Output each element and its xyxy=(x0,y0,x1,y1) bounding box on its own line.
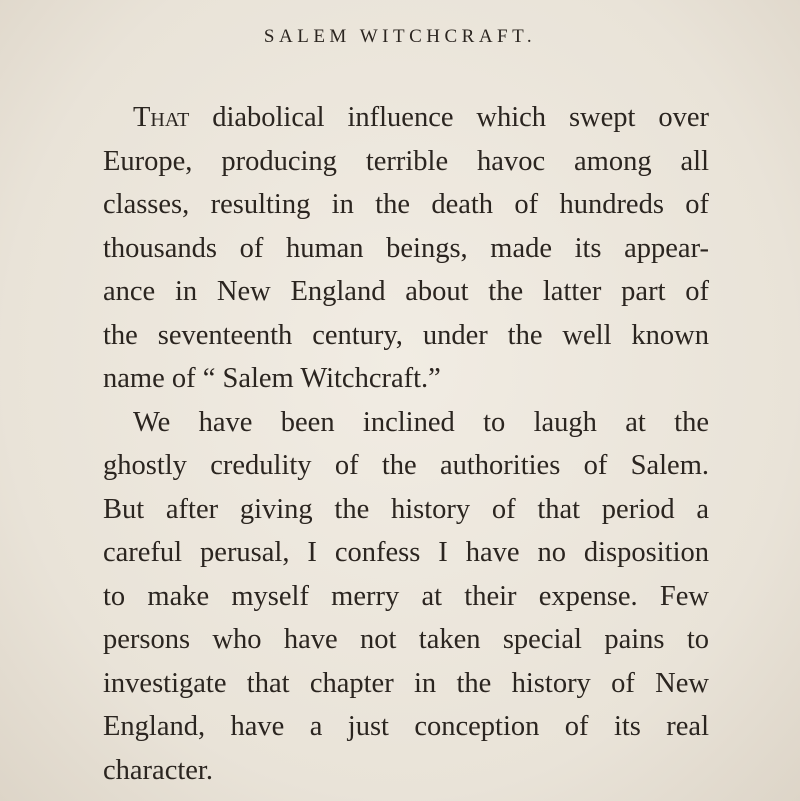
text-line: careful perusal, I confess I have no disposition xyxy=(103,537,709,568)
page-body xyxy=(103,96,709,792)
text-line: Europe, producing terrible havoc among all xyxy=(103,145,709,177)
text-line: thousands of human beings, made its appear- xyxy=(103,232,709,264)
text-line: But after giving the history of that period a xyxy=(103,493,709,525)
line-text: diabolical influence which swept over xyxy=(189,102,709,133)
text-line: name of “ Salem Witchcraft.” xyxy=(103,363,441,394)
text-line: to make myself merry at their expense. Few xyxy=(103,580,709,612)
page-heading: SALEM WITCHCRAFT. xyxy=(263,26,537,47)
text-line: ance in New England about the latter part of xyxy=(103,276,709,307)
text-line: the seventeenth century, under the well known xyxy=(103,319,709,351)
small-caps-lead: That xyxy=(133,102,190,133)
text-line xyxy=(103,96,709,140)
text-line: classes, resulting in the death of hundreds of xyxy=(103,189,709,220)
text-line: investigate that chapter in the history of New xyxy=(103,667,709,699)
text-line: We have been inclined to laugh at the xyxy=(133,406,709,438)
text-line: persons who have not taken special pains to xyxy=(103,624,709,655)
text-line: ghostly credulity of the authorities of Salem. xyxy=(103,450,709,481)
text-line: England, have a just conception of its real xyxy=(103,711,709,742)
text-line: character. xyxy=(103,754,213,786)
